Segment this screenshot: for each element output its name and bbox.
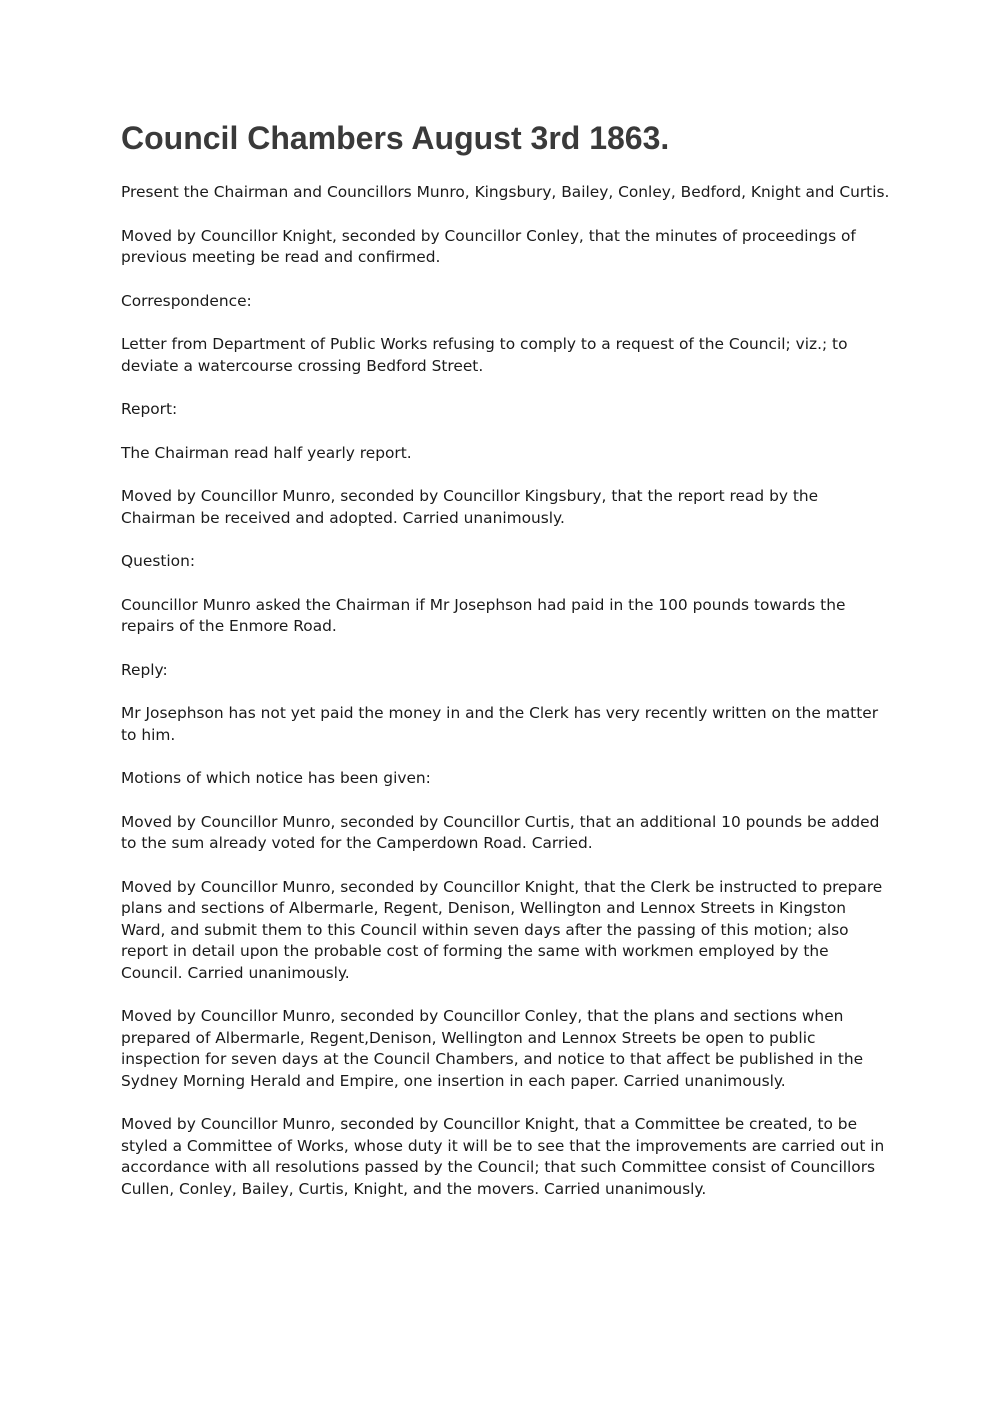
section-heading-motions: Motions of which notice has been given: [121,769,431,787]
minutes-motion-paragraph: Moved by Councillor Knight, seconded by Councillor Conley, that the minutes of proceedings of previous meeting be read and confirmed. [121,226,856,266]
document-page [121,118,891,1222]
section-heading-reply: Reply: [121,660,168,679]
motion-paragraph-inspection: Moved by Councillor Munro, seconded by Councillor Conley, that the plans and sections when prepared of Albermarle, Regent,Denison, Wellington and Lennox Streets be open to public inspection for seven days at the Council Chambers, and notice to that affect be published in the Sydney Morning Herald and Empire, one insertion in each paper. Carried unanimously. [121,1007,864,1090]
report-paragraph: The Chairman read half yearly report. [121,443,412,462]
report-motion-paragraph: Moved by Councillor Munro, seconded by Councillor Kingsbury, that the report read by the Chairman be received and adopted. Carried unanimously. [121,487,819,527]
section-heading-correspondence: Correspondence: [121,291,252,310]
reply-paragraph: Mr Josephson has not yet paid the money in and the Clerk has very recently written on the matter to him. [121,704,879,744]
attendance-paragraph: Present the Chairman and Councillors Munro, Kingsbury, Bailey, Conley, Bedford, Knight and Curtis. [121,183,890,201]
section-heading-question: Question: [121,552,196,570]
page-title: Council Chambers August 3rd 1863. [121,120,670,156]
motion-paragraph-camperdown: Moved by Councillor Munro, seconded by Councillor Curtis, that an additional 10 pounds be added to the sum already voted for the Camperdown Road. Carried. [121,812,880,852]
correspondence-paragraph: Letter from Department of Public Works refusing to comply to a request of the Council; viz.; to deviate a watercourse crossing Bedford Street. [121,335,848,375]
section-heading-report: Report: [121,400,178,418]
motion-paragraph-committee: Moved by Councillor Munro, seconded by Councillor Knight, that a Committee be created, to be styled a Committee of Works, whose duty it will be to see that the improvements are carried out in accordance with all resolutions passed by the Council; that such Committee consist of Councillors Cullen, Conley, Bailey, Curtis, Knight, and the movers. Carried unanimously. [121,1115,885,1198]
question-paragraph: Councillor Munro asked the Chairman if Mr Josephson had paid in the 100 pounds towards the repairs of the Enmore Road. [121,595,846,635]
motion-paragraph-plans: Moved by Councillor Munro, seconded by Councillor Knight, that the Clerk be instructed to prepare plans and sections of Albermarle, Regent, Denison, Wellington and Lennox Streets in Kingston Ward, and submit them to this Council within seven days after the passing of this motion; also report in detail upon the probable cost of forming the same with workmen employed by the Council. Carried unanimously. [121,877,883,982]
